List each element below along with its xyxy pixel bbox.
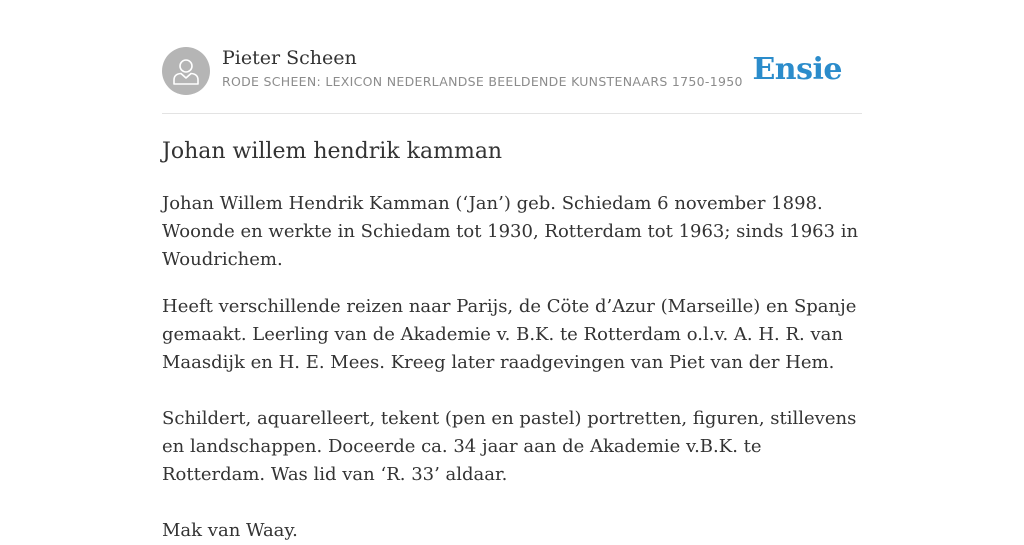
brand-logo[interactable]: Ensie	[752, 52, 842, 87]
user-icon	[172, 56, 200, 86]
source-title[interactable]: RODE SCHEEN: LEXICON NEDERLANDSE BEELDENDE KUNSTENAARS 1750-1950	[222, 74, 743, 89]
paragraph: Heeft verschillende reizen naar Parijs, de Cöte d’Azur (Marseille) en Spanje gemaakt. Leerling van de Akademie v. B.K. te Rotterdam o.l.v. A. H. R. van Maasdijk en H. E. Mees. Kreeg later raadgevingen van Piet van der Hem.	[162, 296, 857, 373]
paragraph: Schildert, aquarelleert, tekent (pen en pastel) portretten, figuren, stillevens en landschappen. Doceerde ca. 34 jaar aan de Akademie v.B.K. te Rotterdam. Was lid van ‘R. 33’ aldaar.	[162, 408, 857, 485]
paragraph: Mak van Waay.	[162, 520, 298, 541]
paragraph: Johan Willem Hendrik Kamman (‘Jan’) geb. Schiedam 6 november 1898. Woonde en werkte in Schiedam tot 1930, Rotterdam tot 1963; sinds 1963 in Woudrichem.	[162, 193, 859, 270]
page-title: Johan willem hendrik kamman	[162, 139, 503, 164]
author-name[interactable]: Pieter Scheen	[222, 47, 357, 69]
avatar[interactable]	[162, 47, 210, 95]
divider	[162, 113, 862, 114]
author-header	[162, 46, 862, 96]
article-body	[162, 190, 867, 545]
